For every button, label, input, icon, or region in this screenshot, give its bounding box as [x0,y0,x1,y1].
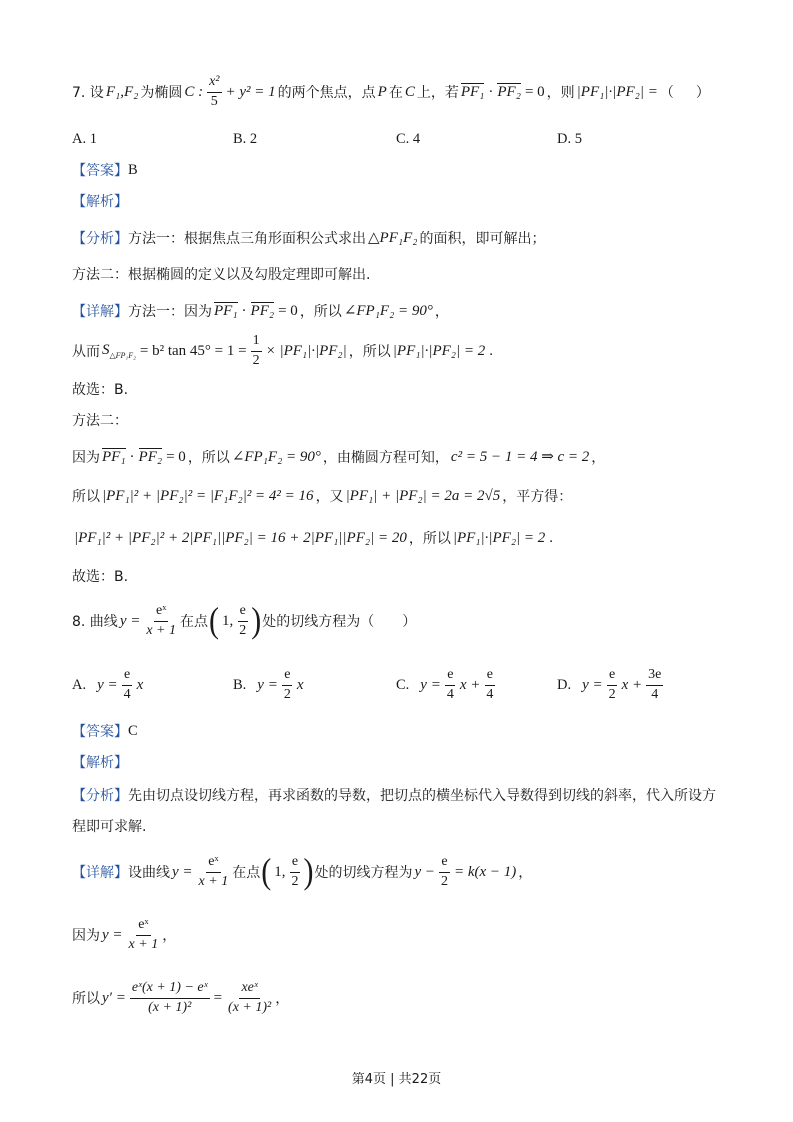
equation-part: = 0 [524,83,545,100]
fraction-numerator: xeˣ [239,980,259,998]
fraction-denominator: (x + 1)² [148,999,192,1015]
solution-label: 【解析】 [72,194,128,210]
equation-part: = b² tan 45° = 1 = [139,342,247,359]
option-text: A. 1 [72,130,97,147]
fraction-denominator: x + 1 [146,622,177,638]
fraction-numerator: e [485,667,495,685]
product-expression: |PF₁|·|PF₂| = [576,83,658,100]
period: . [489,342,493,359]
equation-part: x [296,676,304,693]
stem-text: 为椭圆 [140,85,183,101]
analysis-text: 的面积，即可解出； [419,231,546,247]
fraction-numerator: e [290,854,300,872]
q8-option-d [557,663,665,707]
detail-text: ， [434,304,449,320]
q7-option-c [396,117,420,161]
fraction-numerator: e [439,854,449,872]
vector-pf1: PF₁ [102,449,126,466]
fraction [144,603,178,638]
left-paren: ( [261,851,272,892]
vector-pf1: PF₁ [460,84,485,101]
fraction-denominator: 2 [608,686,616,702]
dot-operator: · [241,302,247,319]
fraction-denominator: 2 [283,686,291,702]
dot-operator: · [129,448,135,465]
fraction-numerator: eˣ [206,854,220,872]
detail-text: ， [518,865,533,881]
fraction-numerator: e [122,667,132,685]
fraction-denominator: 4 [123,686,131,702]
equation-part: + y² = 1 [225,83,276,100]
detail-text: 从而 [72,344,100,360]
fraction [646,667,663,702]
equation-part: x + [621,676,643,693]
right-paren: ) [303,851,314,892]
detail-text: ，由椭圆方程可知， [322,450,449,466]
area-symbol [102,342,136,361]
equals-sign: = [213,989,223,1006]
fraction [207,74,221,109]
detail-text: 所以 [72,489,100,505]
ellipse-symbol: C : [184,83,204,100]
dot-operator: · [488,83,494,100]
detail-text: 所以 [72,991,100,1007]
equation-part: = 0 [166,448,186,465]
option-letter: B. [233,676,247,693]
equation-part: y = [172,863,193,880]
conclusion-text: 故选：B. [72,382,129,398]
q8-analysis [72,773,716,817]
angle-expression: ∠FP₁F₂ = 90° [231,448,321,465]
fraction-denominator: 2 [252,352,260,368]
equation-part: y = [102,926,123,943]
fraction-numerator: e [607,667,617,685]
fraction [130,980,210,1015]
q8-analysis-line2 [72,804,146,848]
coordinate-x: 1, [274,863,286,880]
detail-text: 处的切线方程为 [314,865,413,881]
detail-text: ，平方得： [502,489,573,505]
equation-part: y = [420,676,441,693]
q7-detail-method1-line1 [72,289,449,333]
fraction [251,333,262,368]
detail-text: 设曲线 [128,865,170,881]
fraction-numerator: e [445,667,455,685]
analysis-text: 程即可求解. [72,819,147,835]
stem-text: 处的切线方程为（ ） [262,614,417,630]
answer-value: B [128,161,138,178]
solution-label: 【解析】 [72,755,128,771]
equation-part: = 0 [278,302,298,319]
fraction-denominator: 2 [291,873,299,889]
fraction-denominator: 4 [486,686,494,702]
detail-text: ，所以 [408,531,451,547]
stem-text: 在 [388,85,403,101]
analysis-text: 方法二：根据椭圆的定义以及勾股定理即可解出. [72,267,371,283]
option-letter: C. [396,676,410,693]
fraction [439,854,450,889]
fraction-numerator: 3e [646,667,663,685]
equation-part: |PF₁| + |PF₂| = 2a = 2√5 [345,487,501,504]
q8-detail-line1 [72,850,532,894]
fraction-numerator: x² [207,74,221,92]
fraction-numerator: 1 [251,333,262,351]
option-text: B. 2 [233,130,258,147]
question-number: 7. 设 [72,85,104,101]
fraction [127,917,161,952]
fraction [607,667,618,702]
detail-text: 因为 [72,450,100,466]
detail-text: ，又 [315,489,344,505]
fraction-denominator: 4 [651,686,659,702]
method-title: 方法二： [72,413,128,429]
detail-text: ，所以 [348,344,391,360]
right-paren: ) [251,600,262,641]
detail-label: 【详解】 [72,304,128,320]
page-footer: 第4页 | 共22页 [351,1072,442,1087]
fraction-denominator: x + 1 [198,873,229,889]
fraction [282,667,293,702]
fraction [484,667,495,702]
detail-label: 【详解】 [72,865,128,881]
equation-part: y = [119,612,141,629]
vector-pf2: PF₂ [138,449,163,466]
option-text: C. 4 [396,130,421,147]
equation-part: = k(x − 1) [453,863,517,880]
q7-option-b [233,117,257,161]
area-letter: S [102,341,110,358]
detail-text: ， [162,928,177,944]
q7-option-d [557,117,582,161]
analysis-text: 先由切点设切线方程，再求函数的导数，把切点的横坐标代入导数得到切线的斜率，代入所设方 [128,788,716,804]
equation-part: c² = 5 − 1 = 4 ⇒ c = 2 [450,448,590,465]
question-number: 8. 曲线 [72,614,118,630]
stem-text: 的两个焦点，点 [277,85,376,101]
detail-text: 因为 [72,928,100,944]
detail-text: 方法一：因为 [128,304,212,320]
q8-option-c [396,663,497,707]
period: . [549,529,554,546]
analysis-label: 【分析】 [72,231,128,247]
vector-pf1: PF₁ [214,303,238,320]
q7-method2-line2 [72,474,572,518]
left-paren: ( [209,600,220,641]
detail-text: ，所以 [299,304,342,320]
fraction-denominator: 2 [440,873,448,889]
equation-part: x [136,676,144,693]
equation-part: |PF₁|² + |PF₂|² + 2|PF₁||PF₂| = 16 + 2|PF₁||PF₂| = 20 [74,529,407,546]
equation-part: y = [257,676,278,693]
equation-part: y = [97,676,118,693]
answer-blank: （ ） [659,85,708,101]
fraction-numerator: eˣ(x + 1) − eˣ [130,980,210,998]
conclusion-text: 故选：B. [72,569,129,585]
q8-option-b [233,663,306,707]
option-letter: D. [557,676,572,693]
option-text: D. 5 [557,130,582,147]
stem-text: 上，若 [416,85,459,101]
answer-value: C [128,722,138,739]
equation-part: × |PF₁|·|PF₂| [265,342,347,359]
answer-label: 【答案】 [72,724,128,740]
q8-detail-line3 [72,976,289,1020]
analysis-label: 【分析】 [72,788,128,804]
fraction-numerator: eˣ [154,603,168,621]
derivative-symbol: y′ = [102,989,126,1006]
q7-method2-line3 [72,516,555,560]
answer-label: 【答案】 [72,163,128,179]
vector-pf2: PF₂ [250,303,275,320]
stem-text: 在点 [180,614,209,630]
detail-text: ，所以 [187,450,230,466]
q8-stem [72,599,416,643]
fraction-denominator: 4 [446,686,454,702]
foci-symbols: F₁,F₂ [105,83,139,100]
vector-pf2: PF₂ [497,84,521,101]
fraction-denominator: (x + 1)² [228,999,272,1015]
q7-method2-conclusion [72,554,128,598]
fraction-denominator: x + 1 [128,936,159,952]
ellipse-symbol: C [404,83,415,100]
coordinate-x: 1, [222,612,234,629]
detail-text: ， [275,991,290,1007]
fraction [226,980,273,1015]
product-expression: |PF₁|·|PF₂| = 2 [392,342,486,359]
q8-option-a [72,663,145,707]
fraction-denominator: 5 [210,93,218,109]
area-subscript: △FP₁F₂ [109,350,136,360]
fraction [122,667,133,702]
q8-detail-line2 [72,913,176,957]
fraction-numerator: eˣ [136,917,150,935]
point-symbol: P [377,83,387,100]
stem-text: ，则 [546,85,575,101]
fraction-numerator: e [238,603,248,621]
fraction [237,603,248,638]
fraction [445,667,456,702]
option-letter: A. [72,676,87,693]
equation-part: |PF₁|² + |PF₂|² = |F₁F₂|² = 4² = 16 [102,487,314,504]
fraction [197,854,231,889]
angle-expression: ∠FP₁F₂ = 90° [343,302,433,319]
detail-text: ， [591,450,606,466]
q7-method2-line1 [72,435,605,479]
detail-text: 在点 [232,865,261,881]
fraction [289,854,300,889]
fraction-numerator: e [282,667,292,685]
equation-part: x + [459,676,481,693]
q7-stem [72,70,708,114]
triangle-expression: △PF₁F₂ [368,229,418,246]
fraction-denominator: 2 [239,622,247,638]
analysis-text: 方法一：根据焦点三角形面积公式求出 [128,231,366,247]
product-expression: |PF₁|·|PF₂| = 2 [452,529,546,546]
equation-part: y = [582,676,603,693]
equation-part: y − [414,863,435,880]
q7-detail-method1-line2 [72,329,495,373]
